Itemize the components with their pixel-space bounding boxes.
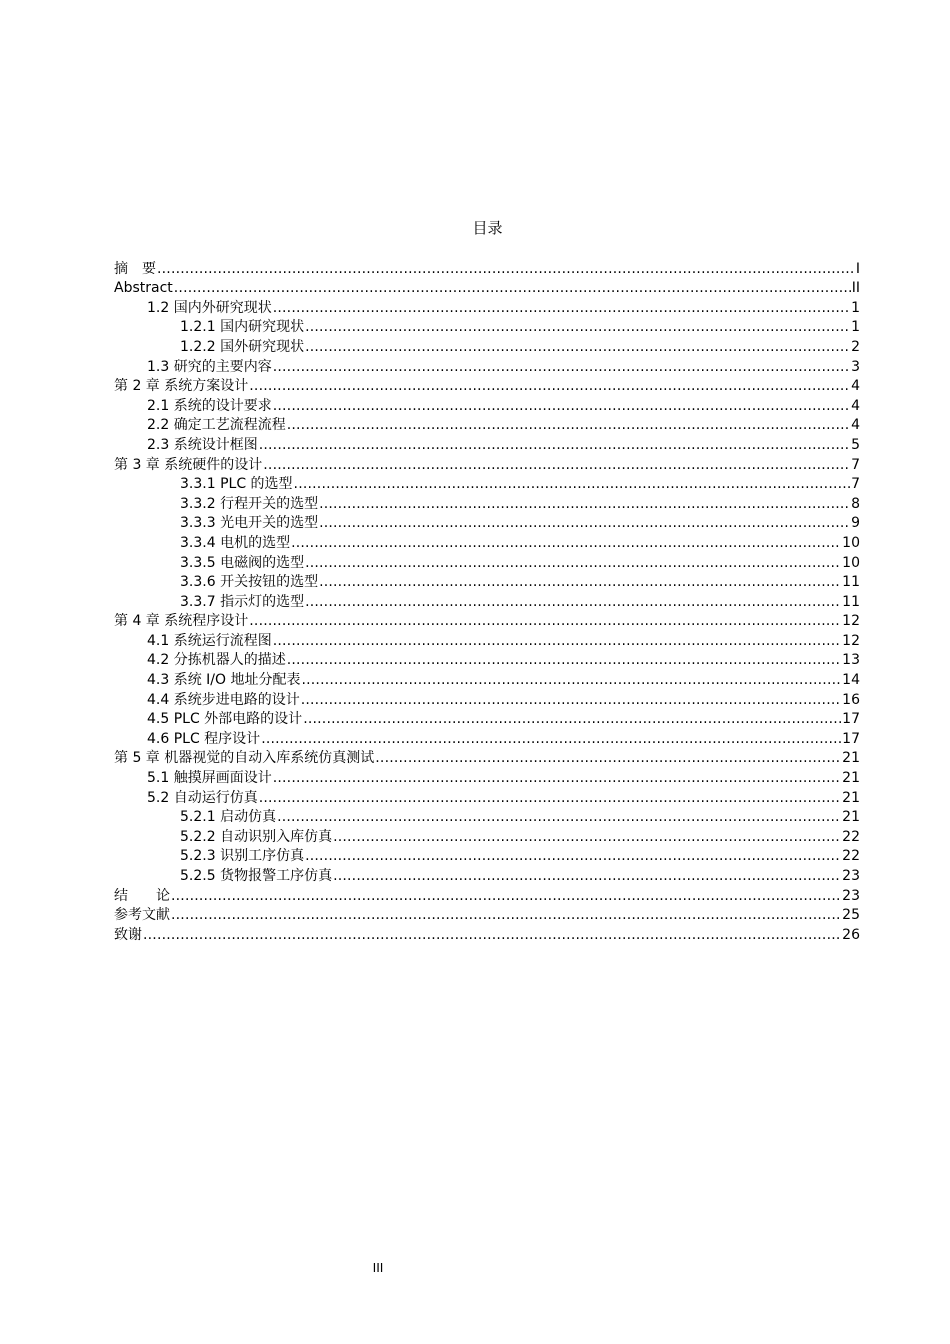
toc-entry-page: 1	[851, 299, 860, 316]
toc-leader-dots	[303, 710, 841, 728]
toc-entry[interactable]	[114, 395, 860, 415]
toc-entry-label: 1.3 研究的主要内容	[147, 358, 272, 375]
toc-entry-page: 21	[842, 750, 860, 767]
toc-entry-page: 4	[851, 397, 860, 414]
toc-entry-page: 11	[842, 593, 860, 610]
toc-entry-page: 21	[842, 809, 860, 826]
toc-leader-dots	[273, 632, 841, 650]
toc-entry-label: 5.2 自动运行仿真	[147, 789, 258, 806]
toc-entry-page: 10	[842, 534, 860, 551]
toc-entry[interactable]	[114, 885, 860, 905]
toc-entry[interactable]	[114, 572, 860, 592]
toc-leader-dots	[259, 789, 841, 807]
toc-leader-dots	[375, 749, 841, 767]
toc-leader-dots	[143, 926, 841, 944]
toc-entry-label: 3.3.5 电磁阀的选型	[180, 554, 305, 571]
toc-entry-label: 2.2 确定工艺流程流程	[147, 417, 286, 434]
toc-leader-dots	[319, 514, 850, 532]
toc-entry-label: 第 4 章 系统程序设计	[114, 613, 249, 630]
toc-entry[interactable]	[114, 630, 860, 650]
toc-title: 目录	[472, 219, 503, 237]
toc-leader-dots	[273, 358, 850, 376]
toc-entry[interactable]	[114, 258, 860, 278]
toc-entry[interactable]	[114, 474, 860, 494]
toc-leader-dots	[305, 554, 841, 572]
toc-entry[interactable]	[114, 826, 860, 846]
toc-entry[interactable]	[114, 356, 860, 376]
toc-entry-label: 摘 要	[114, 260, 156, 277]
toc-entry[interactable]	[114, 376, 860, 396]
toc-leader-dots	[319, 573, 841, 591]
toc-entry[interactable]	[114, 787, 860, 807]
toc-entry[interactable]	[114, 454, 860, 474]
toc-entry-label: Abstract	[114, 280, 173, 297]
toc-leader-dots	[273, 397, 850, 415]
toc-entry-label: 4.1 系统运行流程图	[147, 632, 272, 649]
toc-entry[interactable]	[114, 415, 860, 435]
toc-entry[interactable]	[114, 905, 860, 925]
toc-entry-label: 第 3 章 系统硬件的设计	[114, 456, 263, 473]
toc-entry-label: 3.3.4 电机的选型	[180, 534, 291, 551]
toc-entry-label: 2.3 系统设计框图	[147, 436, 258, 453]
toc-entry-label: 2.1 系统的设计要求	[147, 397, 272, 414]
toc-entry[interactable]	[114, 611, 860, 631]
toc-entry-label: 3.3.2 行程开关的选型	[180, 495, 319, 512]
toc-entry-label: 4.5 PLC 外部电路的设计	[147, 711, 303, 728]
toc-leader-dots	[294, 475, 851, 493]
toc-entry[interactable]	[114, 669, 860, 689]
toc-leader-dots	[171, 887, 841, 905]
toc-entry-page: 8	[851, 495, 860, 512]
toc-entry-label: 1.2.1 国内研究现状	[180, 319, 305, 336]
toc-entry-page: 14	[842, 672, 860, 689]
toc-entry-label: 4.3 系统 I/O 地址分配表	[147, 672, 301, 689]
toc-entry[interactable]	[114, 709, 860, 729]
toc-entry-page: 23	[842, 868, 860, 884]
toc-entry-page: 12	[842, 613, 860, 630]
toc-entry-label: 3.3.3 光电开关的选型	[180, 515, 319, 532]
toc-entry[interactable]	[114, 317, 860, 337]
toc-leader-dots	[333, 867, 841, 885]
toc-entry-label: 3.3.7 指示灯的选型	[180, 593, 305, 610]
toc-entry-label: 结 论	[114, 887, 170, 904]
toc-entry-page: 2	[851, 338, 860, 355]
toc-entry-page: 9	[851, 515, 860, 532]
toc-entry-page: 22	[842, 828, 860, 845]
toc-entry[interactable]	[114, 297, 860, 317]
toc-entry-page: II	[851, 280, 860, 297]
toc-leader-dots	[249, 612, 841, 630]
table-of-contents	[114, 258, 860, 944]
toc-entry-label: 4.4 系统步进电路的设计	[147, 691, 300, 708]
toc-entry-page: 21	[842, 770, 860, 787]
toc-leader-dots	[249, 377, 850, 395]
toc-leader-dots	[157, 260, 855, 278]
toc-entry-page: 17	[842, 730, 860, 747]
toc-leader-dots	[261, 730, 841, 748]
toc-leader-dots	[333, 828, 841, 846]
toc-entry[interactable]	[114, 689, 860, 709]
toc-entry-page: 7	[851, 476, 860, 493]
toc-entry[interactable]	[114, 493, 860, 513]
toc-entry-page: 21	[842, 789, 860, 806]
toc-leader-dots	[273, 769, 841, 787]
toc-entry-page: 16	[842, 691, 860, 708]
toc-leader-dots	[263, 456, 850, 474]
toc-entry[interactable]	[114, 434, 860, 454]
toc-leader-dots	[174, 279, 851, 297]
toc-entry-label: 5.2.2 自动识别入库仿真	[180, 828, 333, 845]
toc-entry-label: 4.2 分拣机器人的描述	[147, 652, 286, 669]
toc-entry-label: 3.3.1 PLC 的选型	[180, 476, 293, 493]
toc-entry[interactable]	[114, 336, 860, 356]
toc-entry[interactable]	[114, 552, 860, 572]
toc-entry-page: 25	[842, 907, 860, 924]
toc-leader-dots	[305, 847, 841, 865]
toc-entry[interactable]	[114, 532, 860, 552]
toc-entry-label: 3.3.6 开关按钮的选型	[180, 574, 319, 591]
toc-leader-dots	[319, 495, 850, 513]
toc-entry-label: 4.6 PLC 程序设计	[147, 730, 261, 747]
toc-entry-label: 致谢	[114, 926, 142, 943]
toc-entry-label: 5.2.5 货物报警工序仿真	[180, 868, 333, 884]
toc-leader-dots	[171, 906, 841, 924]
toc-entry-page: 1	[851, 319, 860, 336]
toc-entry-page: 7	[851, 456, 860, 473]
toc-entry[interactable]	[114, 278, 860, 298]
toc-entry[interactable]	[114, 650, 860, 670]
toc-entry-page: 22	[842, 848, 860, 865]
toc-entry-label: 参考文献	[114, 907, 170, 924]
toc-leader-dots	[291, 534, 841, 552]
toc-entry-page: 11	[842, 574, 860, 591]
toc-entry[interactable]	[114, 767, 860, 787]
toc-entry-page: 4	[851, 378, 860, 395]
toc-entry[interactable]	[114, 807, 860, 827]
toc-entry-label: 第 5 章 机器视觉的自动入库系统仿真测试	[114, 750, 375, 767]
toc-entry-page: I	[855, 260, 860, 277]
page-number: III	[372, 1260, 384, 1275]
toc-entry-label: 5.1 触摸屏画面设计	[147, 770, 272, 787]
toc-entry-page: 12	[842, 632, 860, 649]
toc-entry-label: 5.2.1 启动仿真	[180, 809, 277, 826]
toc-entry-label: 1.2 国内外研究现状	[147, 299, 272, 316]
toc-entry-page: 17	[842, 711, 860, 728]
toc-entry[interactable]	[114, 865, 860, 885]
toc-entry-label: 5.2.3 识别工序仿真	[180, 848, 305, 865]
toc-entry-page: 13	[842, 652, 860, 669]
toc-entry-page: 4	[851, 417, 860, 434]
toc-entry-label: 1.2.2 国外研究现状	[180, 338, 305, 355]
toc-leader-dots	[305, 338, 850, 356]
toc-leader-dots	[287, 416, 850, 434]
toc-entry[interactable]	[114, 846, 860, 866]
toc-entry-page: 26	[842, 926, 860, 943]
toc-leader-dots	[287, 651, 841, 669]
toc-leader-dots	[301, 671, 841, 689]
toc-leader-dots	[305, 318, 850, 336]
toc-entry[interactable]	[114, 728, 860, 748]
toc-leader-dots	[273, 299, 850, 317]
toc-leader-dots	[301, 691, 841, 709]
toc-entry-page: 23	[842, 887, 860, 904]
toc-entry[interactable]	[114, 591, 860, 611]
toc-entry[interactable]	[114, 513, 860, 533]
toc-leader-dots	[305, 593, 841, 611]
toc-entry-page: 10	[842, 554, 860, 571]
toc-entry-page: 5	[851, 436, 860, 453]
toc-entry[interactable]	[114, 748, 860, 768]
toc-entry[interactable]	[114, 924, 860, 944]
toc-entry-page: 3	[851, 358, 860, 375]
toc-leader-dots	[259, 436, 850, 454]
toc-leader-dots	[277, 808, 841, 826]
toc-entry-label: 第 2 章 系统方案设计	[114, 378, 249, 395]
